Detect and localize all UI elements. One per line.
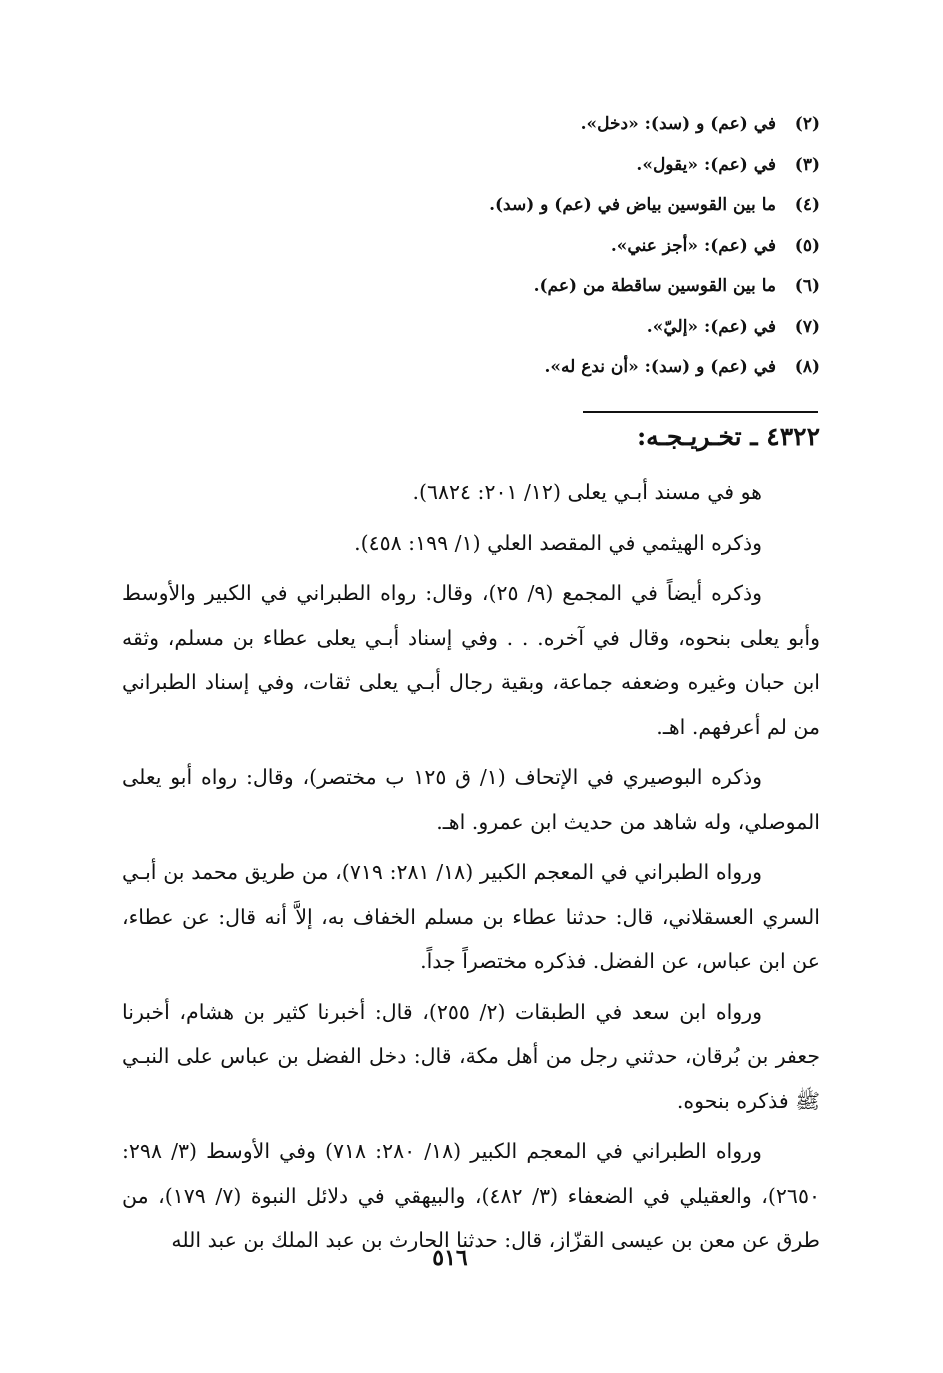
paragraph: هو في مسند أبـي يعلى (١٢/ ٢٠١: ٦٨٢٤). bbox=[412, 480, 762, 504]
footnote bbox=[120, 226, 820, 267]
footnote-number: (٨) bbox=[794, 357, 820, 377]
paragraph: ورواه ابن سعد في الطبقات (٢/ ٢٥٥)، قال: أخبرنا كثير بن هشام، أخبرنا جعفر بن بُرقان، حدثني رجل من أهل مكة، قال: دخل الفضل بن عباس على النبـي ﷺ فذكره بنحوه. bbox=[122, 999, 820, 1113]
footnote-text: في (عم): «يقول». bbox=[636, 154, 776, 175]
footnote-text: في (عم): «أجز عني». bbox=[610, 235, 776, 256]
separator-line bbox=[583, 411, 818, 413]
footnote-text: ما بين القوسين ساقطة من (عم). bbox=[533, 276, 776, 296]
footnotes-section bbox=[120, 104, 820, 388]
footnote-number: (٦) bbox=[794, 276, 820, 296]
footnote bbox=[120, 145, 820, 186]
footnote bbox=[120, 185, 820, 226]
footnote-number: (٢) bbox=[794, 114, 820, 134]
footnote-text: في (عم) و (سد): «دخل». bbox=[580, 114, 776, 134]
body-text bbox=[122, 470, 820, 1269]
footnote-number: (٤) bbox=[794, 195, 820, 215]
footnote-number: (٥) bbox=[794, 235, 820, 256]
footnote bbox=[120, 104, 820, 145]
footnote-text: في (عم): «إليّ». bbox=[646, 316, 776, 337]
footnote bbox=[120, 347, 820, 388]
page-number: ٥١٦ bbox=[432, 1245, 468, 1271]
paragraph: وذكره الهيثمي في المقصد العلي (١/ ١٩٩: ٤٥٨). bbox=[354, 530, 762, 555]
footnote bbox=[120, 307, 820, 348]
section-heading: ٤٣٢٢ ـ تخـريـجـه: bbox=[636, 422, 820, 451]
footnote-number: (٧) bbox=[794, 316, 820, 337]
paragraph: ورواه الطبراني في المعجم الكبير (١٨/ ٢٨٠: ٧١٨) وفي الأوسط (٣/ ٢٩٨: ٢٦٥٠)، والعقيلي في الضعفاء (٣/ ٤٨٢)، والبيهقي في دلائل النبوة (٧/ ١٧٩)، من طرق عن معن بن عيسى القزّاز، قال: حدثنا الحارث بن عبد الملك بن عبد الله bbox=[122, 1139, 820, 1252]
footnote bbox=[120, 266, 820, 307]
footnote-text: ما بين القوسين بياض في (عم) و (سد). bbox=[489, 195, 776, 215]
paragraph: وذكره أيضاً في المجمع (٩/ ٢٥)، وقال: رواه الطبراني في الكبير والأوسط وأبو يعلى بنحوه، وقال في آخره. . . وفي إسناد أبـي يعلى عطاء بن مسلم، وثقه ابن حبان وغيره وضعفه جماعة، وبقية رجال أبـي يعلى ثقات، وفي إسناد الطبراني من لم أعرفهم. اهـ. bbox=[122, 581, 820, 739]
paragraph: وذكره البوصيري في الإتحاف (١/ ق ١٢٥ ب مختصر)، وقال: رواه أبو يعلى الموصلي، وله شاهد من حديث ابن عمرو. اهـ. bbox=[122, 765, 820, 834]
footnote-text: في (عم) و (سد): «أن ندع له». bbox=[544, 357, 776, 377]
paragraph: ورواه الطبراني في المعجم الكبير (١٨/ ٢٨١: ٧١٩)، من طريق محمد بن أبـي السري العسقلاني، قال: حدثنا عطاء بن مسلم الخفاف به، إلاَّ أنه قال: عن عطاء، عن ابن عباس، عن الفضل. فذكره مختصراً جداً. bbox=[122, 860, 820, 973]
footnote-number: (٣) bbox=[794, 154, 820, 175]
